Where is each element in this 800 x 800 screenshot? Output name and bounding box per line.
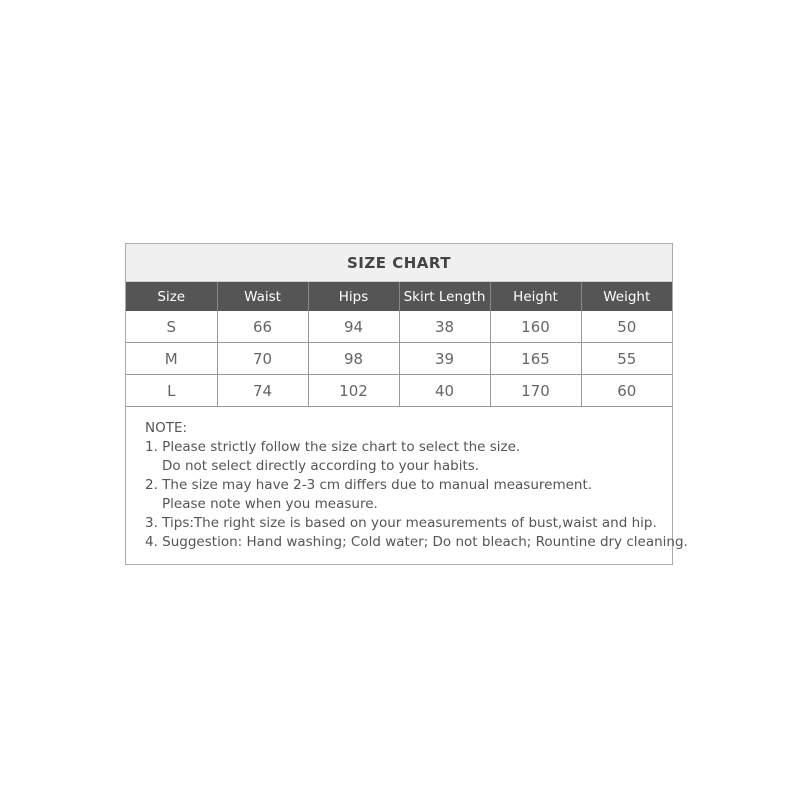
- note-2: 2. The size may have 2-3 cm differs due to manual measurement.: [145, 477, 593, 493]
- col-header-hips: Hips: [308, 282, 399, 311]
- cell: 98: [308, 343, 399, 375]
- note-1: 1. Please strictly follow the size chart to select the size.: [145, 439, 521, 455]
- notes-heading: NOTE:: [145, 420, 188, 436]
- cell: 70: [217, 343, 308, 375]
- cell: M: [126, 343, 217, 375]
- note-3: 3. Tips:The right size is based on your measurements of bust,waist and hip.: [145, 515, 657, 531]
- cell: 50: [581, 311, 672, 343]
- size-chart: [125, 243, 688, 565]
- cell: L: [126, 375, 217, 407]
- col-header-skirt-length: Skirt Length: [399, 282, 490, 311]
- table-row: [126, 375, 672, 407]
- cell: 60: [581, 375, 672, 407]
- col-header-size: Size: [126, 282, 217, 311]
- col-header-waist: Waist: [217, 282, 308, 311]
- table-row: [126, 311, 672, 343]
- cell: 165: [490, 343, 581, 375]
- cell: 39: [399, 343, 490, 375]
- cell: 170: [490, 375, 581, 407]
- cell: 66: [217, 311, 308, 343]
- notes-section: [126, 407, 688, 552]
- note-2-continued: Please note when you measure.: [162, 496, 378, 512]
- col-header-height: Height: [490, 282, 581, 311]
- cell: S: [126, 311, 217, 343]
- note-1-continued: Do not select directly according to your habits.: [162, 458, 480, 474]
- cell: 160: [490, 311, 581, 343]
- header-row: [126, 282, 672, 311]
- chart-title: SIZE CHART: [126, 244, 672, 282]
- cell: 102: [308, 375, 399, 407]
- table-row: [126, 343, 672, 375]
- cell: 74: [217, 375, 308, 407]
- col-header-weight: Weight: [581, 282, 672, 311]
- note-4: 4. Suggestion: Hand washing; Cold water; Do not bleach; Rountine dry cleaning.: [145, 534, 688, 550]
- cell: 40: [399, 375, 490, 407]
- cell: 55: [581, 343, 672, 375]
- cell: 94: [308, 311, 399, 343]
- size-table: [126, 282, 672, 407]
- cell: 38: [399, 311, 490, 343]
